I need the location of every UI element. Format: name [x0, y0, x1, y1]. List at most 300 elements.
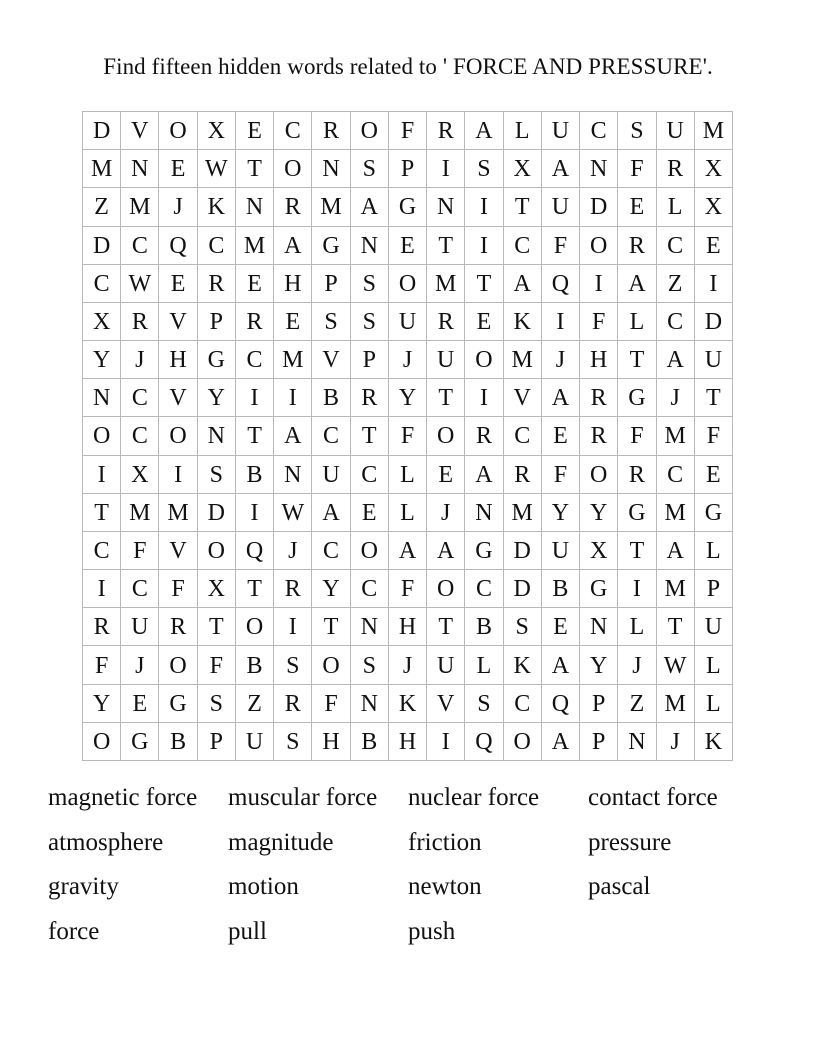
- grid-cell[interactable]: E: [236, 112, 274, 150]
- grid-cell[interactable]: R: [274, 570, 312, 608]
- grid-cell[interactable]: O: [580, 456, 618, 494]
- grid-cell[interactable]: N: [580, 608, 618, 646]
- grid-cell[interactable]: N: [351, 685, 389, 723]
- grid-cell[interactable]: E: [121, 685, 159, 723]
- grid-cell[interactable]: Q: [236, 532, 274, 570]
- grid-cell[interactable]: Y: [83, 685, 121, 723]
- word-list-item: atmosphere: [48, 828, 164, 856]
- grid-cell[interactable]: V: [427, 685, 465, 723]
- grid-cell[interactable]: J: [159, 188, 197, 226]
- grid-cell[interactable]: Y: [580, 646, 618, 684]
- grid-cell[interactable]: A: [657, 532, 695, 570]
- grid-cell[interactable]: E: [695, 456, 733, 494]
- grid-cell[interactable]: S: [618, 112, 656, 150]
- grid-cell[interactable]: G: [580, 570, 618, 608]
- grid-cell[interactable]: N: [351, 608, 389, 646]
- grid-cell[interactable]: W: [657, 646, 695, 684]
- grid-cell[interactable]: G: [389, 188, 427, 226]
- grid-cell[interactable]: Q: [159, 227, 197, 265]
- grid-cell[interactable]: O: [198, 532, 236, 570]
- grid-cell[interactable]: M: [121, 494, 159, 532]
- grid-cell[interactable]: J: [657, 379, 695, 417]
- grid-cell[interactable]: K: [198, 188, 236, 226]
- grid-cell[interactable]: D: [83, 112, 121, 150]
- word-list-item: force: [48, 917, 100, 945]
- grid-cell[interactable]: T: [236, 417, 274, 455]
- grid-cell[interactable]: R: [274, 188, 312, 226]
- grid-cell[interactable]: A: [351, 188, 389, 226]
- grid-cell[interactable]: C: [657, 303, 695, 341]
- grid-cell[interactable]: T: [83, 494, 121, 532]
- grid-cell[interactable]: X: [121, 456, 159, 494]
- grid-cell[interactable]: E: [542, 417, 580, 455]
- grid-cell[interactable]: O: [83, 417, 121, 455]
- grid-cell[interactable]: G: [618, 494, 656, 532]
- grid-cell[interactable]: N: [312, 150, 350, 188]
- grid-cell[interactable]: F: [389, 570, 427, 608]
- grid-cell[interactable]: R: [618, 227, 656, 265]
- grid-cell[interactable]: F: [580, 303, 618, 341]
- grid-cell[interactable]: Y: [312, 570, 350, 608]
- grid-cell[interactable]: J: [427, 494, 465, 532]
- grid-cell[interactable]: M: [121, 188, 159, 226]
- grid-cell[interactable]: P: [695, 570, 733, 608]
- grid-cell[interactable]: A: [542, 646, 580, 684]
- word-list-item: gravity: [48, 873, 119, 900]
- grid-cell[interactable]: J: [542, 341, 580, 379]
- grid-cell[interactable]: E: [159, 265, 197, 303]
- grid-cell[interactable]: N: [121, 150, 159, 188]
- grid-cell[interactable]: X: [198, 570, 236, 608]
- word-list-item: pull: [228, 917, 267, 945]
- grid-cell[interactable]: M: [159, 494, 197, 532]
- word-list-item: newton: [408, 873, 482, 900]
- grid-cell[interactable]: R: [504, 456, 542, 494]
- grid-cell[interactable]: N: [198, 417, 236, 455]
- grid-cell[interactable]: V: [159, 379, 197, 417]
- grid-cell[interactable]: N: [236, 188, 274, 226]
- grid-cell[interactable]: U: [236, 723, 274, 761]
- grid-cell[interactable]: U: [695, 608, 733, 646]
- grid-cell[interactable]: A: [312, 494, 350, 532]
- grid-cell[interactable]: Y: [389, 379, 427, 417]
- grid-cell[interactable]: V: [159, 532, 197, 570]
- grid-cell[interactable]: O: [312, 646, 350, 684]
- grid-cell[interactable]: R: [121, 303, 159, 341]
- grid-cell[interactable]: R: [465, 417, 503, 455]
- grid-cell[interactable]: V: [504, 379, 542, 417]
- grid-cell[interactable]: E: [351, 494, 389, 532]
- grid-cell[interactable]: T: [236, 570, 274, 608]
- grid-cell[interactable]: C: [83, 532, 121, 570]
- grid-cell[interactable]: U: [542, 532, 580, 570]
- grid-cell[interactable]: G: [618, 379, 656, 417]
- grid-cell[interactable]: K: [504, 646, 542, 684]
- grid-cell[interactable]: B: [312, 379, 350, 417]
- grid-cell[interactable]: A: [542, 723, 580, 761]
- grid-cell[interactable]: J: [389, 646, 427, 684]
- grid-cell[interactable]: K: [695, 723, 733, 761]
- grid-cell[interactable]: F: [618, 150, 656, 188]
- grid-cell[interactable]: O: [83, 723, 121, 761]
- grid-cell[interactable]: I: [465, 188, 503, 226]
- grid-cell[interactable]: T: [351, 417, 389, 455]
- grid-cell[interactable]: F: [312, 685, 350, 723]
- grid-cell[interactable]: P: [198, 723, 236, 761]
- grid-cell[interactable]: U: [121, 608, 159, 646]
- grid-cell[interactable]: C: [312, 417, 350, 455]
- grid-cell[interactable]: O: [351, 112, 389, 150]
- grid-cell[interactable]: A: [274, 417, 312, 455]
- grid-cell[interactable]: U: [657, 112, 695, 150]
- grid-cell[interactable]: F: [159, 570, 197, 608]
- grid-cell[interactable]: L: [389, 494, 427, 532]
- grid-cell[interactable]: S: [274, 723, 312, 761]
- grid-cell[interactable]: B: [465, 608, 503, 646]
- grid-cell[interactable]: G: [695, 494, 733, 532]
- grid-cell[interactable]: L: [695, 685, 733, 723]
- grid-cell[interactable]: E: [618, 188, 656, 226]
- grid-cell[interactable]: C: [198, 227, 236, 265]
- grid-cell[interactable]: Y: [198, 379, 236, 417]
- grid-cell[interactable]: S: [274, 646, 312, 684]
- grid-cell[interactable]: I: [618, 570, 656, 608]
- grid-cell[interactable]: N: [427, 188, 465, 226]
- grid-cell[interactable]: T: [312, 608, 350, 646]
- grid-cell[interactable]: N: [83, 379, 121, 417]
- grid-cell[interactable]: M: [657, 570, 695, 608]
- grid-cell[interactable]: S: [465, 150, 503, 188]
- grid-cell[interactable]: E: [695, 227, 733, 265]
- grid-cell[interactable]: H: [274, 265, 312, 303]
- grid-cell[interactable]: S: [351, 150, 389, 188]
- grid-cell[interactable]: F: [389, 417, 427, 455]
- grid-cell[interactable]: C: [504, 685, 542, 723]
- grid-cell[interactable]: C: [465, 570, 503, 608]
- grid-cell[interactable]: N: [351, 227, 389, 265]
- grid-cell[interactable]: C: [121, 227, 159, 265]
- grid-cell[interactable]: O: [236, 608, 274, 646]
- grid-cell[interactable]: J: [657, 723, 695, 761]
- grid-cell[interactable]: P: [351, 341, 389, 379]
- grid-cell[interactable]: U: [427, 341, 465, 379]
- grid-cell[interactable]: D: [198, 494, 236, 532]
- grid-cell[interactable]: J: [121, 646, 159, 684]
- grid-cell[interactable]: P: [312, 265, 350, 303]
- grid-cell[interactable]: X: [695, 150, 733, 188]
- word-list-item: magnitude: [228, 828, 334, 856]
- grid-cell[interactable]: Y: [83, 341, 121, 379]
- grid-cell[interactable]: I: [236, 379, 274, 417]
- grid-cell[interactable]: F: [618, 417, 656, 455]
- grid-cell[interactable]: B: [351, 723, 389, 761]
- grid-cell[interactable]: J: [618, 646, 656, 684]
- grid-cell[interactable]: E: [274, 303, 312, 341]
- grid-cell[interactable]: L: [618, 303, 656, 341]
- grid-cell[interactable]: V: [121, 112, 159, 150]
- grid-cell[interactable]: N: [580, 150, 618, 188]
- grid-cell[interactable]: U: [542, 112, 580, 150]
- grid-cell[interactable]: C: [580, 112, 618, 150]
- grid-cell[interactable]: I: [274, 379, 312, 417]
- grid-cell[interactable]: O: [159, 112, 197, 150]
- grid-cell[interactable]: L: [695, 532, 733, 570]
- grid-cell[interactable]: L: [695, 646, 733, 684]
- grid-cell[interactable]: I: [465, 379, 503, 417]
- grid-cell[interactable]: O: [389, 265, 427, 303]
- grid-cell[interactable]: W: [121, 265, 159, 303]
- grid-cell[interactable]: A: [618, 265, 656, 303]
- grid-cell[interactable]: M: [657, 494, 695, 532]
- grid-cell[interactable]: M: [657, 685, 695, 723]
- grid-cell[interactable]: S: [198, 685, 236, 723]
- grid-cell[interactable]: P: [580, 685, 618, 723]
- grid-cell[interactable]: F: [542, 456, 580, 494]
- grid-cell[interactable]: P: [198, 303, 236, 341]
- grid-cell[interactable]: D: [504, 532, 542, 570]
- grid-cell[interactable]: A: [274, 227, 312, 265]
- grid-cell[interactable]: C: [657, 227, 695, 265]
- grid-cell[interactable]: T: [618, 532, 656, 570]
- grid-cell[interactable]: U: [312, 456, 350, 494]
- grid-cell[interactable]: N: [465, 494, 503, 532]
- grid-cell[interactable]: E: [465, 303, 503, 341]
- grid-cell[interactable]: A: [504, 265, 542, 303]
- grid-cell[interactable]: T: [618, 341, 656, 379]
- grid-cell[interactable]: F: [83, 646, 121, 684]
- grid-cell[interactable]: O: [580, 227, 618, 265]
- grid-cell[interactable]: I: [236, 494, 274, 532]
- grid-cell[interactable]: R: [198, 265, 236, 303]
- grid-cell[interactable]: G: [198, 341, 236, 379]
- grid-cell[interactable]: W: [198, 150, 236, 188]
- grid-cell[interactable]: F: [695, 417, 733, 455]
- grid-cell[interactable]: G: [159, 685, 197, 723]
- grid-cell[interactable]: R: [312, 112, 350, 150]
- grid-cell[interactable]: U: [695, 341, 733, 379]
- grid-cell[interactable]: R: [618, 456, 656, 494]
- grid-cell[interactable]: O: [274, 150, 312, 188]
- grid-cell[interactable]: C: [83, 265, 121, 303]
- grid-cell[interactable]: R: [236, 303, 274, 341]
- grid-cell[interactable]: X: [695, 188, 733, 226]
- grid-cell[interactable]: W: [274, 494, 312, 532]
- grid-cell[interactable]: I: [83, 570, 121, 608]
- grid-cell[interactable]: F: [542, 227, 580, 265]
- grid-cell[interactable]: T: [427, 227, 465, 265]
- grid-cell[interactable]: P: [389, 150, 427, 188]
- grid-cell[interactable]: T: [198, 608, 236, 646]
- grid-cell[interactable]: S: [465, 685, 503, 723]
- grid-cell[interactable]: M: [427, 265, 465, 303]
- grid-cell[interactable]: Y: [542, 494, 580, 532]
- grid-cell[interactable]: T: [236, 150, 274, 188]
- grid-cell[interactable]: C: [351, 456, 389, 494]
- word-list-item: push: [408, 917, 456, 945]
- grid-cell[interactable]: E: [542, 608, 580, 646]
- grid-cell[interactable]: D: [83, 227, 121, 265]
- grid-cell[interactable]: X: [83, 303, 121, 341]
- grid-cell[interactable]: I: [83, 456, 121, 494]
- grid-cell[interactable]: A: [542, 379, 580, 417]
- grid-cell[interactable]: L: [657, 188, 695, 226]
- grid-cell[interactable]: E: [236, 265, 274, 303]
- grid-cell[interactable]: E: [389, 227, 427, 265]
- grid-cell[interactable]: A: [657, 341, 695, 379]
- grid-cell[interactable]: Z: [657, 265, 695, 303]
- grid-cell[interactable]: N: [618, 723, 656, 761]
- grid-cell[interactable]: B: [236, 646, 274, 684]
- grid-cell[interactable]: R: [159, 608, 197, 646]
- grid-cell[interactable]: H: [312, 723, 350, 761]
- grid-cell[interactable]: R: [427, 112, 465, 150]
- grid-cell[interactable]: I: [427, 150, 465, 188]
- grid-cell[interactable]: C: [312, 532, 350, 570]
- grid-cell[interactable]: Q: [542, 685, 580, 723]
- grid-cell[interactable]: Z: [236, 685, 274, 723]
- grid-cell[interactable]: M: [504, 494, 542, 532]
- grid-cell[interactable]: B: [542, 570, 580, 608]
- grid-cell[interactable]: A: [465, 456, 503, 494]
- grid-cell[interactable]: C: [657, 456, 695, 494]
- grid-cell[interactable]: T: [695, 379, 733, 417]
- grid-cell[interactable]: L: [504, 112, 542, 150]
- grid-cell[interactable]: J: [389, 341, 427, 379]
- grid-cell[interactable]: X: [504, 150, 542, 188]
- grid-cell[interactable]: G: [465, 532, 503, 570]
- grid-cell[interactable]: G: [121, 723, 159, 761]
- grid-cell[interactable]: O: [427, 570, 465, 608]
- grid-cell[interactable]: C: [121, 379, 159, 417]
- grid-cell[interactable]: F: [389, 112, 427, 150]
- grid-cell[interactable]: D: [580, 188, 618, 226]
- grid-cell[interactable]: I: [542, 303, 580, 341]
- grid-cell[interactable]: S: [351, 646, 389, 684]
- word-list-item: pascal: [588, 873, 651, 900]
- grid-cell[interactable]: B: [236, 456, 274, 494]
- grid-cell[interactable]: L: [618, 608, 656, 646]
- grid-cell[interactable]: I: [427, 723, 465, 761]
- grid-cell[interactable]: S: [351, 265, 389, 303]
- grid-cell[interactable]: N: [274, 456, 312, 494]
- grid-cell[interactable]: F: [121, 532, 159, 570]
- grid-cell[interactable]: C: [504, 417, 542, 455]
- grid-cell[interactable]: K: [389, 685, 427, 723]
- grid-cell[interactable]: Z: [618, 685, 656, 723]
- grid-cell[interactable]: K: [504, 303, 542, 341]
- grid-cell[interactable]: R: [580, 379, 618, 417]
- grid-cell[interactable]: U: [542, 188, 580, 226]
- grid-cell[interactable]: R: [274, 685, 312, 723]
- grid-cell[interactable]: D: [504, 570, 542, 608]
- grid-cell[interactable]: B: [159, 723, 197, 761]
- grid-cell[interactable]: M: [657, 417, 695, 455]
- grid-cell[interactable]: M: [83, 150, 121, 188]
- grid-cell[interactable]: M: [695, 112, 733, 150]
- grid-cell[interactable]: Z: [83, 188, 121, 226]
- grid-cell[interactable]: G: [312, 227, 350, 265]
- grid-cell[interactable]: M: [236, 227, 274, 265]
- grid-cell[interactable]: D: [695, 303, 733, 341]
- grid-cell[interactable]: A: [465, 112, 503, 150]
- grid-cell[interactable]: R: [427, 303, 465, 341]
- word-list-item: motion: [228, 873, 299, 900]
- grid-cell[interactable]: M: [312, 188, 350, 226]
- grid-cell[interactable]: H: [389, 608, 427, 646]
- grid-cell[interactable]: O: [159, 646, 197, 684]
- grid-cell[interactable]: C: [121, 570, 159, 608]
- word-list-item: pressure: [588, 828, 672, 856]
- grid-cell[interactable]: Y: [580, 494, 618, 532]
- grid-cell[interactable]: F: [198, 646, 236, 684]
- grid-cell[interactable]: C: [236, 341, 274, 379]
- grid-cell[interactable]: O: [504, 723, 542, 761]
- grid-cell[interactable]: X: [198, 112, 236, 150]
- grid-cell[interactable]: S: [504, 608, 542, 646]
- grid-cell[interactable]: H: [389, 723, 427, 761]
- grid-cell[interactable]: H: [580, 341, 618, 379]
- grid-cell[interactable]: I: [695, 265, 733, 303]
- grid-cell[interactable]: J: [121, 341, 159, 379]
- grid-cell[interactable]: O: [427, 417, 465, 455]
- grid-cell[interactable]: S: [351, 303, 389, 341]
- grid-cell[interactable]: L: [465, 646, 503, 684]
- grid-cell[interactable]: M: [274, 341, 312, 379]
- grid-cell[interactable]: I: [580, 265, 618, 303]
- grid-cell[interactable]: T: [504, 188, 542, 226]
- grid-cell[interactable]: S: [312, 303, 350, 341]
- grid-cell[interactable]: C: [274, 112, 312, 150]
- grid-cell[interactable]: I: [159, 456, 197, 494]
- grid-cell[interactable]: E: [159, 150, 197, 188]
- grid-cell[interactable]: M: [504, 341, 542, 379]
- grid-cell[interactable]: L: [389, 456, 427, 494]
- grid-cell[interactable]: V: [312, 341, 350, 379]
- grid-cell[interactable]: R: [657, 150, 695, 188]
- grid-cell[interactable]: P: [580, 723, 618, 761]
- grid-cell[interactable]: Q: [465, 723, 503, 761]
- grid-cell[interactable]: E: [427, 456, 465, 494]
- grid-cell[interactable]: T: [465, 265, 503, 303]
- grid-cell[interactable]: S: [198, 456, 236, 494]
- grid-cell[interactable]: R: [351, 379, 389, 417]
- grid-cell[interactable]: U: [389, 303, 427, 341]
- grid-cell[interactable]: R: [83, 608, 121, 646]
- grid-cell[interactable]: T: [427, 379, 465, 417]
- grid-cell[interactable]: O: [465, 341, 503, 379]
- grid-cell[interactable]: T: [657, 608, 695, 646]
- grid-cell[interactable]: C: [351, 570, 389, 608]
- grid-cell[interactable]: I: [274, 608, 312, 646]
- grid-cell[interactable]: T: [427, 608, 465, 646]
- grid-cell[interactable]: A: [427, 532, 465, 570]
- grid-cell[interactable]: Q: [542, 265, 580, 303]
- grid-cell[interactable]: H: [159, 341, 197, 379]
- grid-cell[interactable]: A: [542, 150, 580, 188]
- grid-cell[interactable]: C: [504, 227, 542, 265]
- word-list-item: magnetic force: [48, 784, 198, 811]
- grid-cell[interactable]: V: [159, 303, 197, 341]
- grid-cell[interactable]: U: [427, 646, 465, 684]
- grid-cell[interactable]: X: [580, 532, 618, 570]
- grid-cell[interactable]: A: [389, 532, 427, 570]
- grid-cell[interactable]: O: [351, 532, 389, 570]
- grid-cell[interactable]: C: [121, 417, 159, 455]
- grid-cell[interactable]: I: [465, 227, 503, 265]
- grid-cell[interactable]: R: [580, 417, 618, 455]
- grid-cell[interactable]: O: [159, 417, 197, 455]
- grid-cell[interactable]: J: [274, 532, 312, 570]
